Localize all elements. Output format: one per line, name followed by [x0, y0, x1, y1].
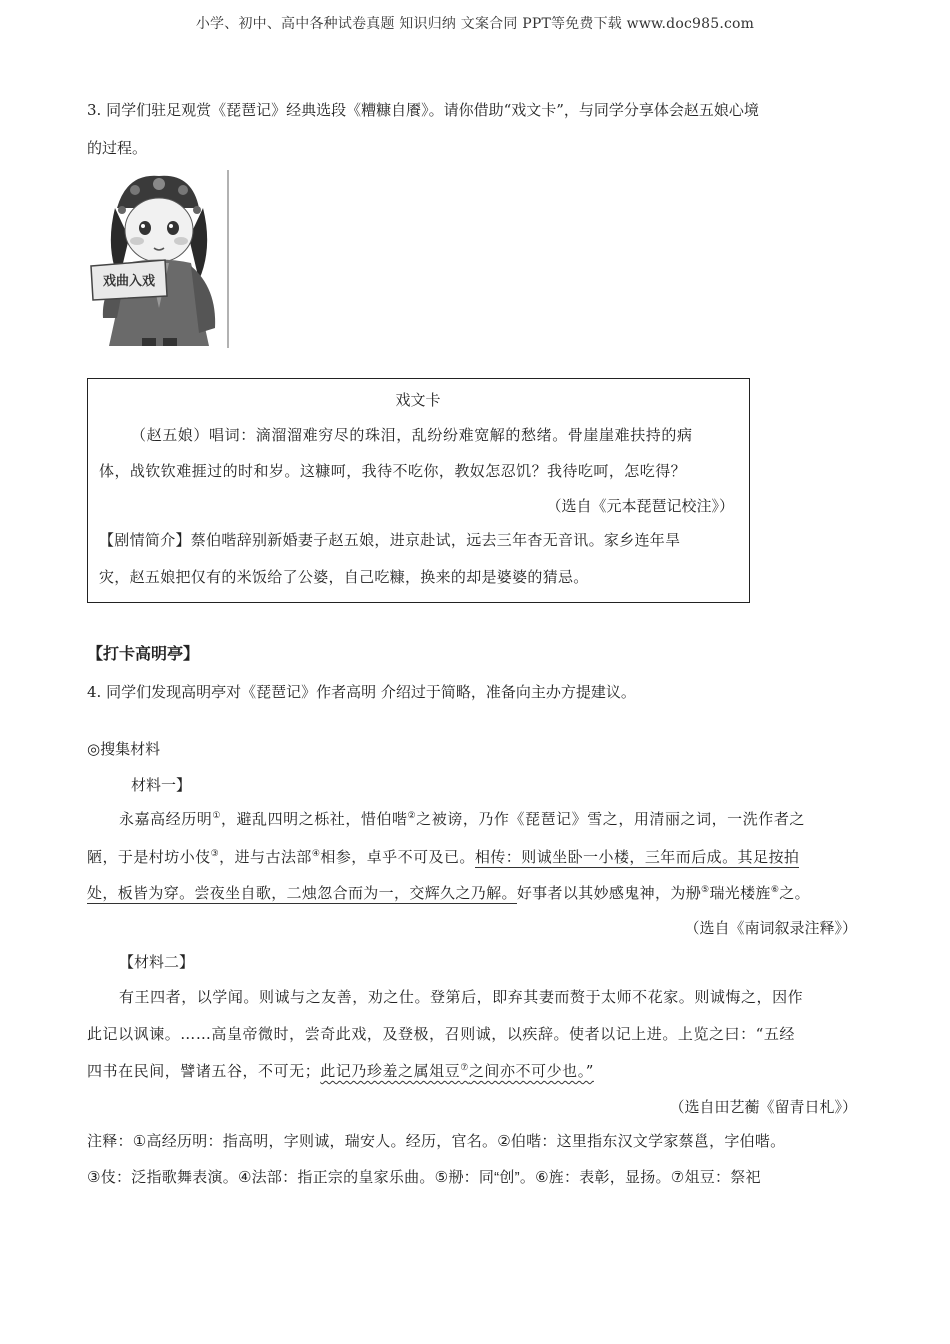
- card-synopsis-line1: 【剧情简介】蔡伯喈辞别新婚妻子赵五娘，进京赴试，远去三年杳无音讯。家乡连年旱: [99, 532, 681, 549]
- material2-line2: 此记以讽谏。……高皇帝微时，尝奇此戏，及登极，召则诚，以疾辞。使者以记上进。上览之曰：“五经: [87, 1025, 795, 1043]
- q4-line: 4. 同学们发现高明亭对《琵琶记》作者高明 介绍过于简略，准备向主办方提建议。: [87, 683, 636, 701]
- wavy-underlined-sentence: 此记乃珍羞之属俎豆⑦之间亦不可少也。”: [320, 1062, 594, 1080]
- section-heading: 【打卡高明亭】: [87, 644, 200, 663]
- material1-line1: 永嘉高经历明①，避乱四明之栎社，惜伯喈②之被谤，乃作《琵琶记》雪之，用清丽之词，一洗作者之: [119, 810, 805, 828]
- material1-line2: 陋，于是村坊小伎③，进与古法部④相参，卓乎不可及已。相传：则诚坐卧一小楼，三年而后成。其足按拍: [87, 848, 800, 866]
- page-header: 小学、初中、高中各种试卷真题 知识归纳 文案合同 PPT等免费下载 www.doc985.com: [195, 16, 755, 32]
- card-synopsis-line2: 灾，赵五娘把仅有的米饭给了公婆，自己吃糠，换来的却是婆婆的猜忌。: [99, 569, 589, 586]
- material1-label: 材料一】: [131, 776, 192, 794]
- collect-materials: ◎搜集材料: [87, 740, 161, 758]
- q3-line1: 3. 同学们驻足观赏《琵琶记》经典选段《糟糠自餍》。请你借助“戏文卡”，与同学分享体会赵五娘心境: [87, 101, 759, 119]
- card-title: 戏文卡: [395, 391, 441, 409]
- material1-line3: 处，板皆为穿。尝夜坐自歌，二烛忽合而为一，交辉久之乃解。好事者以其妙感鬼神，为剙⑤瑞光楼旌⑥之。: [87, 884, 810, 902]
- notes-line2: ③伎：泛指歌舞表演。④法部：指正宗的皇家乐曲。⑤剙：同“创”。⑥旌：表彰，显扬。⑦俎豆：祭祀: [87, 1169, 761, 1186]
- drama-card: [87, 378, 750, 603]
- card-lyric-line2: 体，战钦钦难捱过的时和岁。这糠呵，我待不吃你，教奴怎忍饥？我待吃呵，怎吃得？: [99, 462, 687, 480]
- illustration-sign-text: 戏曲入戏: [102, 274, 156, 289]
- card-source: （选自《元本琵琶记校注》）: [546, 497, 734, 515]
- opera-figure-illustration: [87, 168, 232, 352]
- material2-line1: 有王四者，以学闻。则诚与之友善，劝之仕。登第后，即弃其妻而赘于太师不花家。则诚悔之，因作: [119, 988, 804, 1006]
- material2-line3: 四书在民间，譬诸五谷，不可无；此记乃珍羞之属俎豆⑦之间亦不可少也。”: [87, 1062, 594, 1080]
- material2-source: （选自田艺蘅《留青日札》）: [669, 1098, 857, 1116]
- underlined-sentence-cont: 处，板皆为穿。尝夜坐自歌，二烛忽合而为一，交辉久之乃解。: [87, 884, 517, 902]
- notes-line1: 注释：①高经历明：指高明，字则诚，瑞安人。经历，官名。②伯喈：这里指东汉文学家蔡邕，字伯喈。: [87, 1133, 786, 1150]
- q3-line2: 的过程。: [87, 139, 148, 157]
- card-lyric-line1: （赵五娘）唱词：滴溜溜难穷尽的珠泪，乱纷纷难宽解的愁绪。骨崖崖难扶持的病: [131, 426, 693, 444]
- material2-label: 【材料二】: [119, 953, 195, 971]
- underlined-sentence: 相传：则诚坐卧一小楼，三年而后成。其足按拍: [474, 848, 800, 866]
- material1-source: （选自《南词叙录注释》）: [684, 919, 857, 937]
